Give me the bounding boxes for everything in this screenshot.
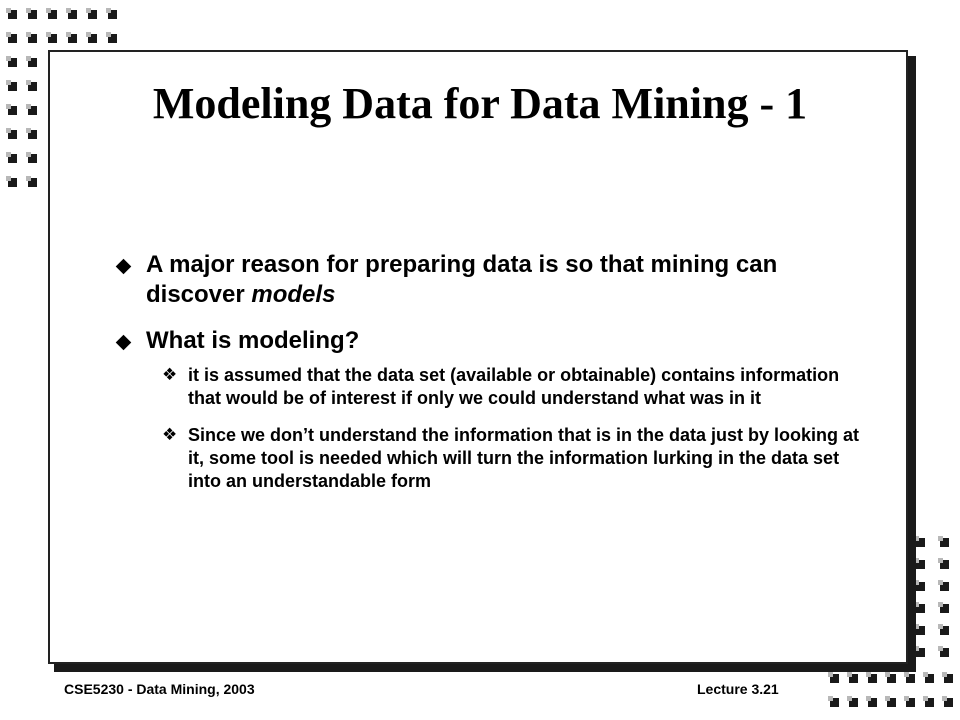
decoration-square (916, 538, 925, 547)
decoration-square-highlight (866, 672, 871, 677)
decoration-square-highlight (885, 672, 890, 677)
decoration-square-highlight (904, 672, 909, 677)
decoration-square-highlight (66, 32, 71, 37)
decoration-square-highlight (26, 8, 31, 13)
decoration-square-highlight (904, 696, 909, 701)
decoration-square (944, 698, 953, 707)
decoration-square (8, 130, 17, 139)
footer-lecture-number: Lecture 3.21 (697, 681, 779, 697)
decoration-square-highlight (942, 696, 947, 701)
decoration-square-highlight (866, 696, 871, 701)
decoration-square (48, 10, 57, 19)
decoration-square-highlight (86, 32, 91, 37)
decoration-square-highlight (26, 32, 31, 37)
decoration-square (48, 34, 57, 43)
decoration-square-highlight (847, 672, 852, 677)
decoration-square (28, 10, 37, 19)
decoration-square-highlight (106, 8, 111, 13)
decoration-square (925, 698, 934, 707)
bullet-item (112, 326, 872, 356)
four-point-diamond-icon: ❖ (162, 365, 178, 385)
decoration-square (8, 154, 17, 163)
decoration-square (868, 674, 877, 683)
decoration-square-highlight (6, 8, 11, 13)
decoration-square-highlight (942, 672, 947, 677)
decoration-square (8, 10, 17, 19)
decoration-square-highlight (46, 8, 51, 13)
slide-body (112, 250, 872, 505)
decoration-square (916, 626, 925, 635)
decoration-square (8, 178, 17, 187)
decoration-square (849, 674, 858, 683)
decoration-square (887, 674, 896, 683)
decoration-square-highlight (46, 32, 51, 37)
decoration-square-highlight (938, 536, 943, 541)
decoration-square (849, 698, 858, 707)
decoration-square-highlight (26, 56, 31, 61)
sub-bullet-item (112, 424, 872, 493)
decoration-square-highlight (938, 558, 943, 563)
diamond-bullet-icon (116, 259, 132, 275)
decoration-square-highlight (6, 152, 11, 157)
decoration-square-highlight (106, 32, 111, 37)
four-point-diamond-icon: ❖ (162, 425, 178, 445)
corner-decoration-bottom-strip (820, 664, 960, 720)
decoration-square-highlight (66, 8, 71, 13)
decoration-square (88, 34, 97, 43)
decoration-square (108, 10, 117, 19)
decoration-square-highlight (828, 672, 833, 677)
decoration-square-highlight (6, 56, 11, 61)
decoration-square (28, 34, 37, 43)
bullet-text: A major reason for preparing data is so that mining can discover (146, 251, 778, 308)
footer-course: CSE5230 - Data Mining, 2003 (64, 681, 255, 697)
decoration-square-highlight (885, 696, 890, 701)
decoration-square (906, 698, 915, 707)
decoration-square (68, 10, 77, 19)
decoration-square (108, 34, 117, 43)
decoration-square-highlight (938, 580, 943, 585)
decoration-square-highlight (26, 152, 31, 157)
bullet-emphasis: models (251, 281, 336, 308)
bullet-item (112, 250, 872, 310)
decoration-square (944, 674, 953, 683)
decoration-square (8, 34, 17, 43)
decoration-square (28, 178, 37, 187)
decoration-square (28, 58, 37, 67)
slide-title: Modeling Data for Data Mining - 1 (152, 79, 808, 128)
decoration-square-highlight (923, 672, 928, 677)
diamond-bullet-icon (116, 335, 132, 351)
decoration-square (940, 648, 949, 657)
decoration-square (940, 582, 949, 591)
decoration-square (906, 674, 915, 683)
decoration-square (88, 10, 97, 19)
decoration-square (916, 648, 925, 657)
decoration-square-highlight (938, 646, 943, 651)
decoration-square-highlight (26, 176, 31, 181)
decoration-square (8, 58, 17, 67)
decoration-square-highlight (828, 696, 833, 701)
decoration-square (916, 582, 925, 591)
decoration-square (830, 674, 839, 683)
decoration-square (940, 604, 949, 613)
decoration-square-highlight (938, 602, 943, 607)
decoration-square (925, 674, 934, 683)
decoration-square (916, 560, 925, 569)
decoration-square (940, 626, 949, 635)
decoration-square (916, 604, 925, 613)
decoration-square (940, 560, 949, 569)
decoration-square (68, 34, 77, 43)
sub-bullet-text: it is assumed that the data set (available or obtainable) contains information that would be of interest if only we could understand what was in it (188, 365, 840, 408)
decoration-square-highlight (923, 696, 928, 701)
decoration-square-highlight (6, 32, 11, 37)
decoration-square (28, 154, 37, 163)
decoration-square-highlight (938, 624, 943, 629)
decoration-square-highlight (6, 176, 11, 181)
decoration-square-highlight (86, 8, 91, 13)
decoration-square (887, 698, 896, 707)
sub-bullet-text: Since we don’t understand the information that is in the data just by looking at it, some tool is needed which will turn the information lurking in the data set into an understandable form (188, 425, 860, 491)
decoration-square (830, 698, 839, 707)
decoration-square (868, 698, 877, 707)
bullet-text: What is modeling? (146, 327, 360, 354)
decoration-square-highlight (847, 696, 852, 701)
decoration-square (28, 130, 37, 139)
sub-bullet-item (112, 364, 872, 410)
decoration-square (940, 538, 949, 547)
